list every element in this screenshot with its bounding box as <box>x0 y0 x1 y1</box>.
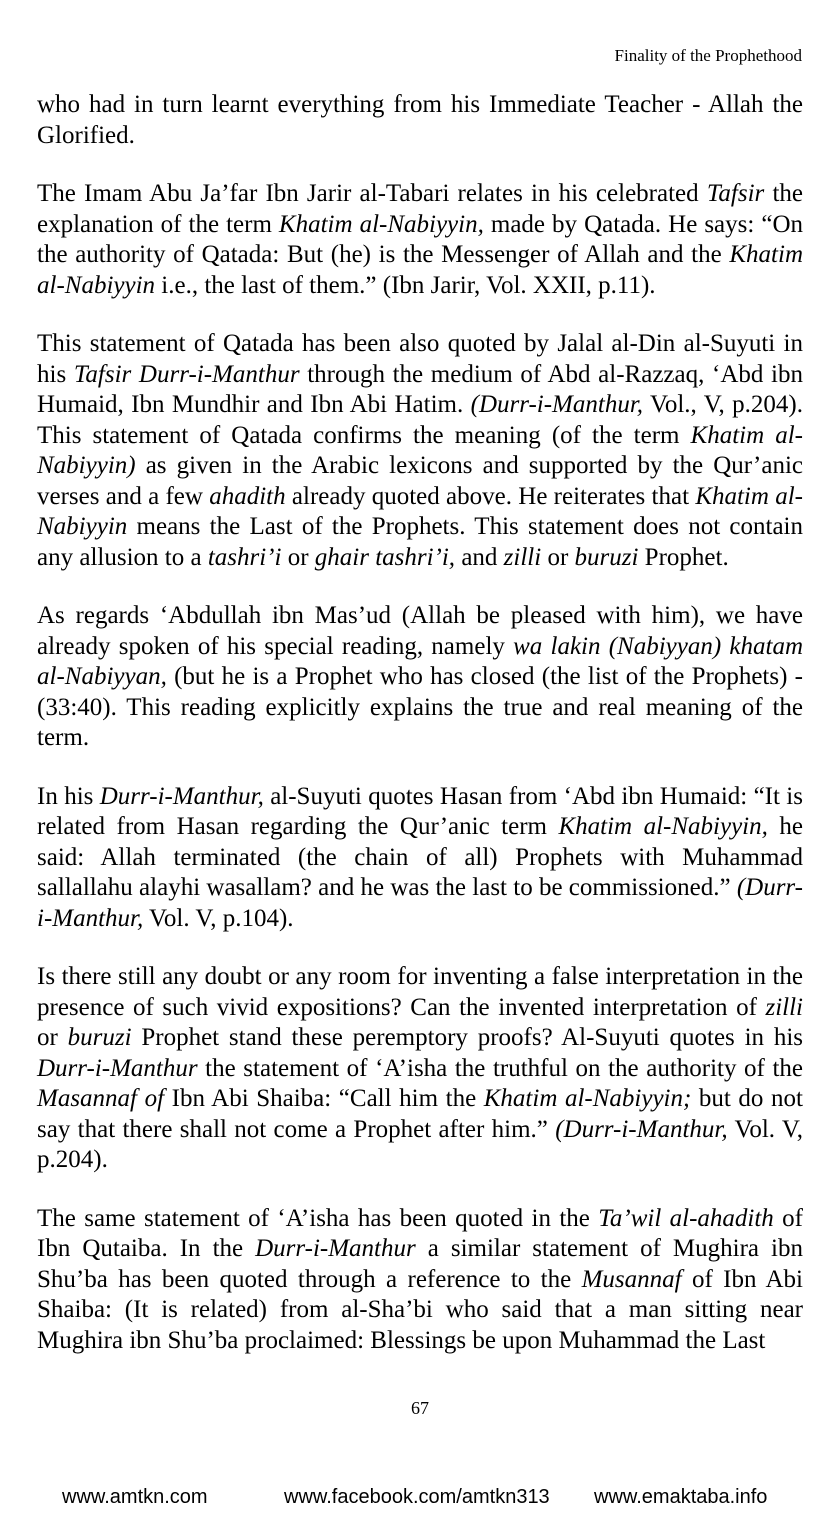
footer-link-facebook[interactable]: www.facebook.com/amtkn313 <box>284 1486 550 1508</box>
page-number: 67 <box>411 1398 429 1418</box>
paragraph-6: Is there still any doubt or any room for inventing a false interpretation in the presence of such vivid expositions? Can the invented interpretation of zilli or buruzi Prophet stand these peremptory proofs? Al-Suyuti quotes in his Durr-i-Manthur the statement of ‘A’isha the truthful on the authority of the Masannaf of Ibn Abi Shaiba: “Call him the Khatim al-Nabiyyin; but do not say that there shall not come a Prophet after him.” (Durr-i-Manthur, Vol. V, p.204). <box>37 963 803 1173</box>
paragraph-7: The same statement of ‘A’isha has been quoted in the Ta’wil al-ahadith of Ibn Qutaiba. In the Durr-i-Manthur a similar statement of Mughira ibn Shu’ba has been quoted through a reference to the Musannaf of Ibn Abi Shaiba: (It is related) from al-Sha’bi who said that a man sitting near Mughira ibn Shu’ba proclaimed: Blessings be upon Muhammad the Last <box>37 1204 803 1354</box>
paragraph-2: The Imam Abu Ja’far Ibn Jarir al-Tabari relates in his celebrated Tafsir the explanation of the term Khatim al-Nabiyyin, made by Qatada. He says: “On the authority of Qatada: But (he) is the Messenger of Allah and the Khatim al-Nabiyyin i.e., the last of them.” (Ibn Jarir, Vol. XXII, p.11). <box>37 180 803 299</box>
paragraph-5: In his Durr-i-Manthur, al-Suyuti quotes Hasan from ‘Abd ibn Humaid: “It is related from Hasan regarding the Qur’anic term Khatim al-Nabiyyin, he said: Allah terminated (the chain of all) Prophets with Muhammad sallallahu alayhi wasallam? and he was the last to be commissioned.” (Durr-i-Manthur, Vol. V, p.104). <box>37 782 803 932</box>
footer-link-amtkn[interactable]: www.amtkn.com <box>62 1486 208 1508</box>
body-text <box>37 90 803 1384</box>
footer <box>0 1486 840 1516</box>
paragraph-3: This statement of Qatada has been also quoted by Jalal al-Din al-Suyuti in his Tafsir Durr-i-Manthur through the medium of Abd al-Razzaq, ‘Abd ibn Humaid, Ibn Mundhir and Ibn Abi Hatim. (Durr-i-Manthur, Vol., V, p.204). This statement of Qatada confirms the meaning (of the term Khatim al-Nabiyyin) as given in the Arabic lexicons and supported by the Qur’anic verses and a few ahadith already quoted above. He reiterates that Khatim al-Nabiyyin means the Last of the Prophets. This statement does not contain any allusion to a tashri’i or ghair tashri’i, and zilli or buruzi Prophet. <box>37 330 803 571</box>
paragraph-4: As regards ‘Abdullah ibn Mas’ud (Allah be pleased with him), we have already spoken of his special reading, namely wa lakin (Nabiyyan) khatam al-Nabiyyan, (but he is a Prophet who has closed (the list of the Prophets) - (33:40). This reading explicitly explains the true and real meaning of the term. <box>37 602 803 751</box>
running-head: Finality of the Prophethood <box>614 46 802 65</box>
footer-link-emaktaba[interactable]: www.emaktaba.info <box>594 1486 768 1508</box>
paragraph-1: who had in turn learnt everything from his Immediate Teacher - Allah the Glorified. <box>37 91 803 149</box>
